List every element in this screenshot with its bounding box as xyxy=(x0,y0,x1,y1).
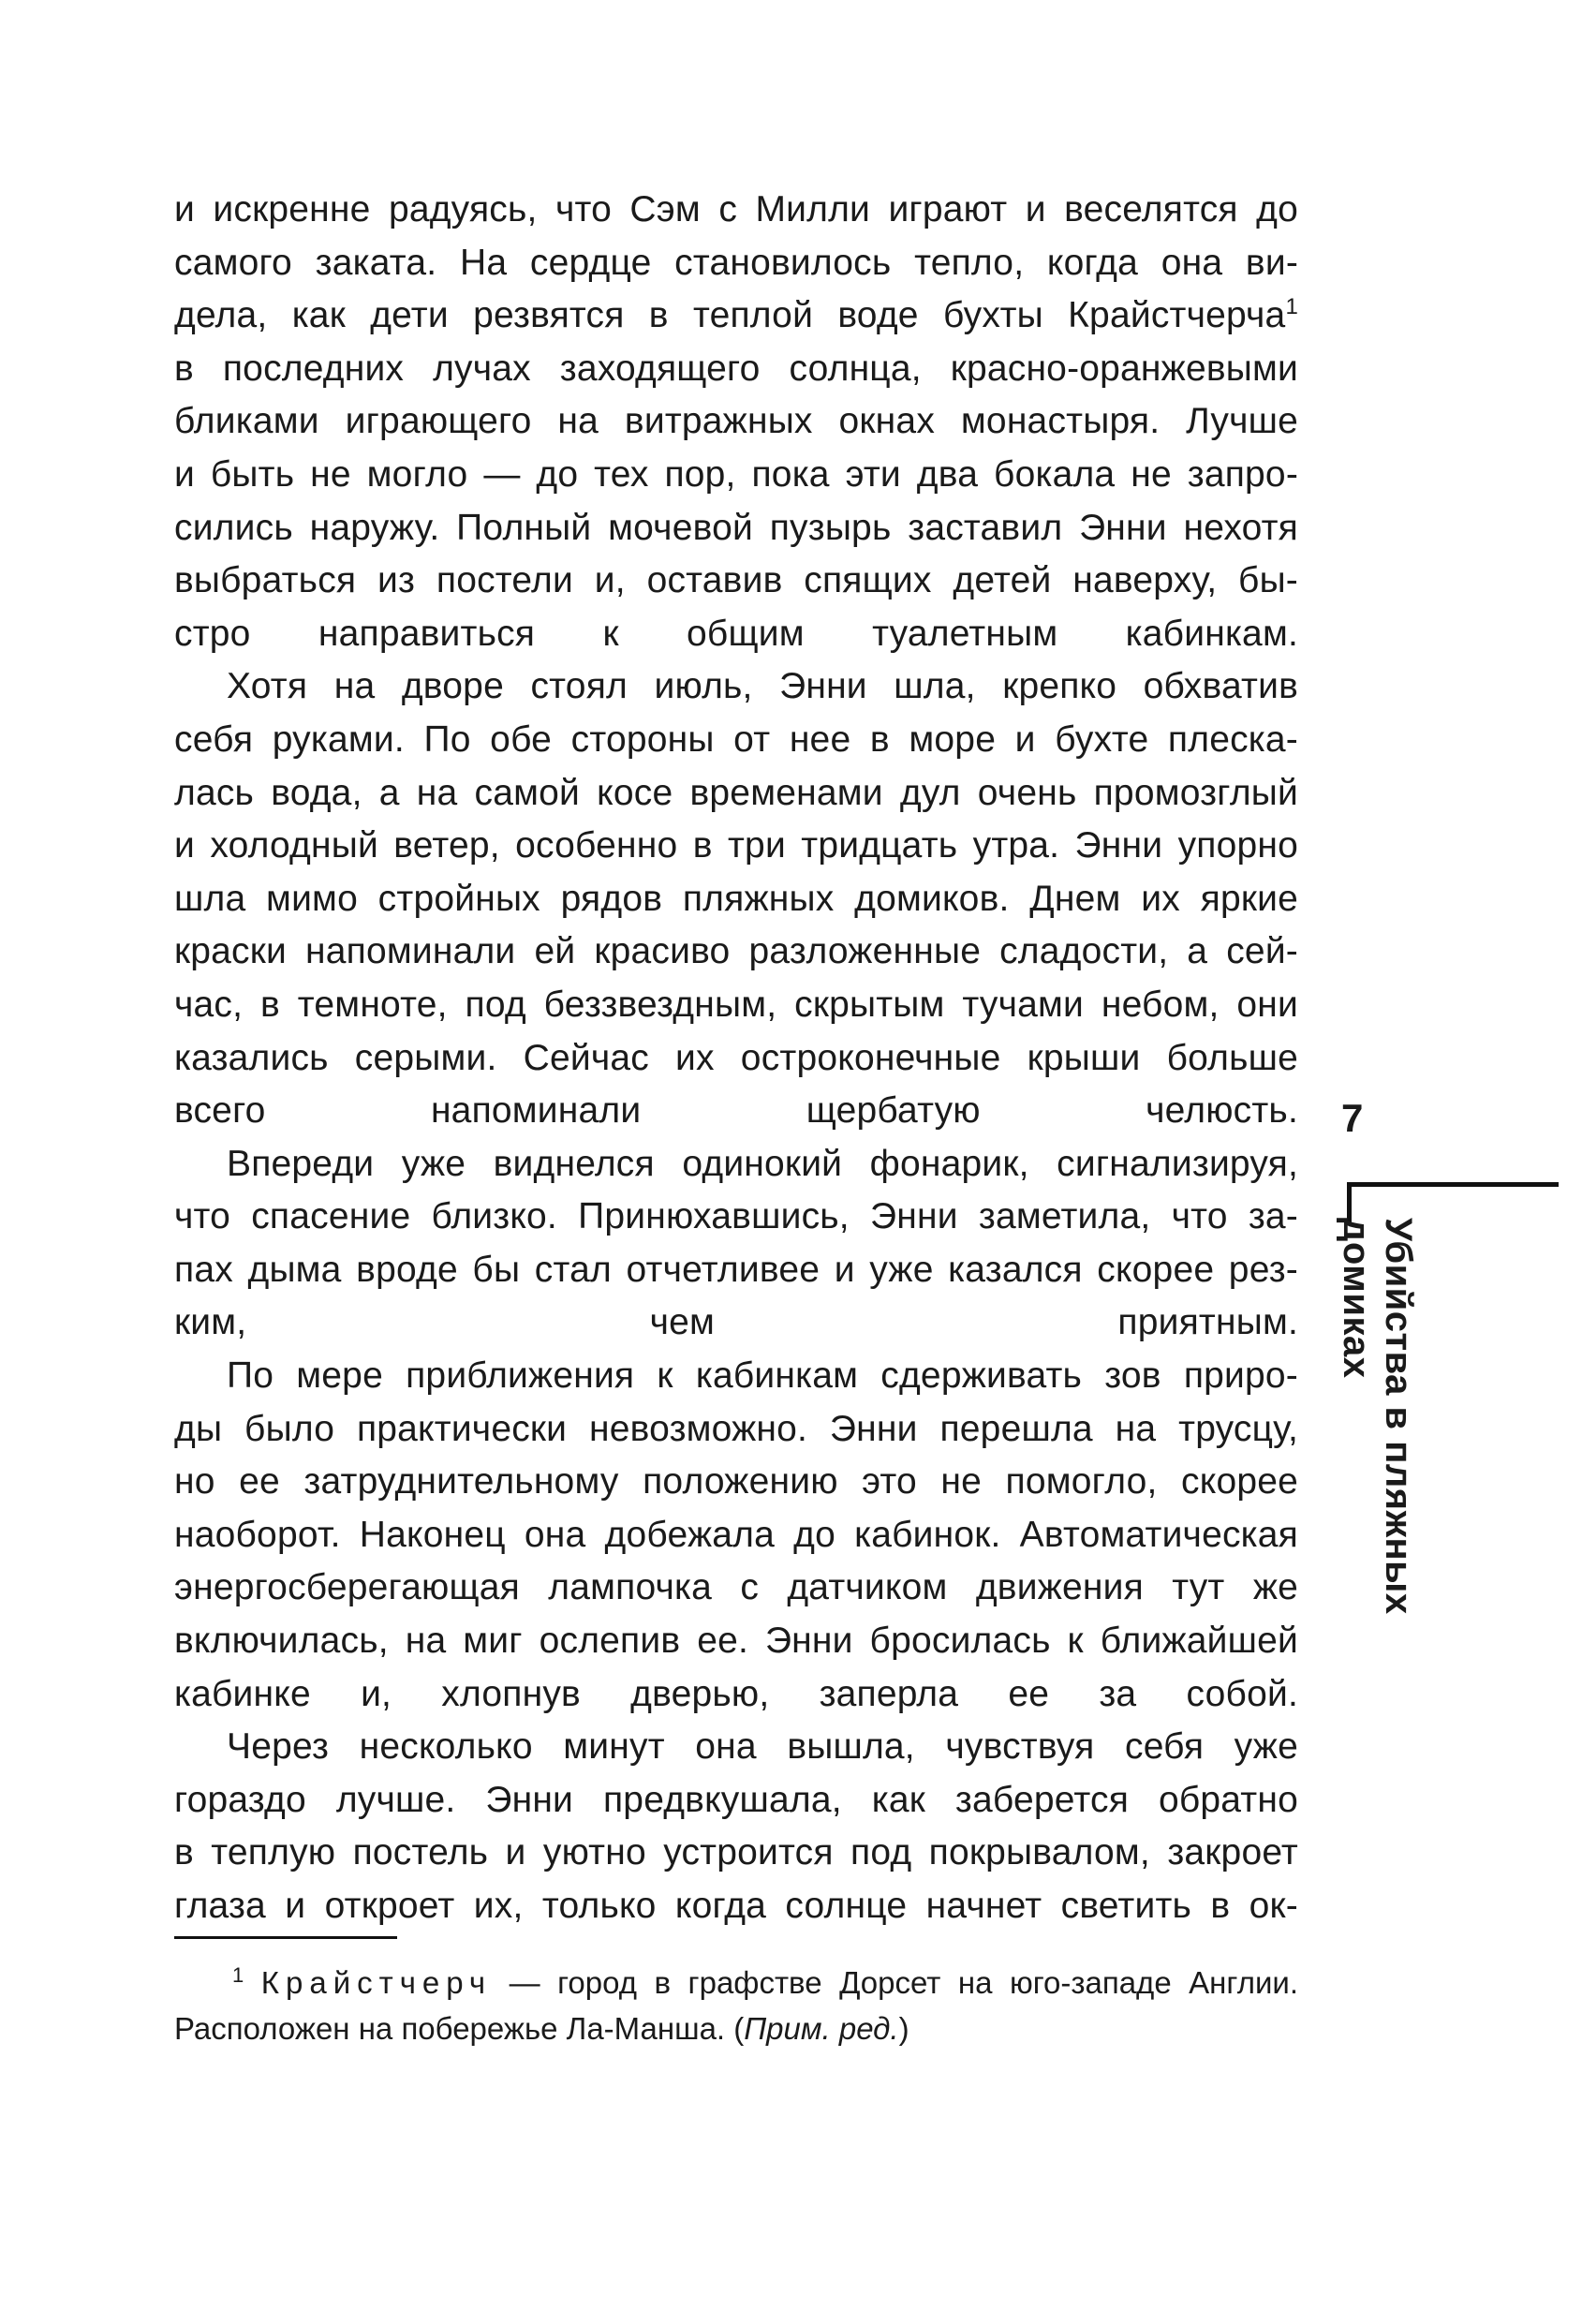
text-line: ким, чем приятным. xyxy=(174,1302,1298,1343)
text-line: что спасение близко. Принюхавшись, Энни заметила, что за- xyxy=(174,1196,1298,1237)
text-line: сились наружу. Полный мочевой пузырь заставил Энни нехотя xyxy=(174,507,1298,548)
footnote-term: Крайстчерч xyxy=(260,1965,493,2000)
text-line: наоборот. Наконец она добежала до кабинок. Автоматическая xyxy=(174,1514,1298,1555)
text-line: час, в темноте, под беззвездным, скрытым тучами небом, они xyxy=(174,984,1298,1025)
text-line: гораздо лучше. Энни предвкушала, как заберется обратно xyxy=(174,1779,1298,1820)
footnote-line-1 xyxy=(174,1960,1298,2006)
paragraph xyxy=(174,1350,1298,1721)
text-line: краски напоминали ей красиво разложенные сладости, а сей- xyxy=(174,931,1298,972)
text-line: шла мимо стройных рядов пляжных домиков. Днем их яркие xyxy=(174,878,1298,919)
text-line: лась вода, а на самой косе временами дул очень промозглый xyxy=(174,772,1298,813)
text-line: всего напоминали щербатую челюсть. xyxy=(174,1090,1298,1132)
text-line: и искренне радуясь, что Сэм с Милли играют и веселятся до xyxy=(174,189,1298,229)
footnote-reference[interactable]: 1 xyxy=(1285,294,1298,320)
paragraph xyxy=(174,1721,1298,1932)
text-line: но ее затруднительному положению это не помогло, скорее xyxy=(174,1461,1298,1502)
footnote xyxy=(174,1960,1298,2051)
text-line: Впереди уже виднелся одинокий фонарик, сигнализируя, xyxy=(227,1143,1298,1184)
text-line: ды было практически невозможно. Энни перешла на трусцу, xyxy=(174,1408,1298,1449)
footnote-separator xyxy=(174,1936,397,1939)
paragraph xyxy=(174,1138,1298,1350)
footnote-close-paren: ) xyxy=(898,2011,909,2046)
text-line: выбраться из постели и, оставив спящих детей наверху, бы- xyxy=(174,560,1298,601)
text-line: самого заката. На сердце становилось тепло, когда она ви- xyxy=(174,242,1298,283)
text-line: в теплую постель и уютно устроится под покрывалом, закроет xyxy=(174,1832,1298,1873)
text-line: Через несколько минут она вышла, чувствуя себя уже xyxy=(227,1726,1298,1768)
footnote-line-2-text: Расположен на побережье Ла-Манша. ( xyxy=(174,2011,745,2046)
running-title xyxy=(1336,1218,1419,1705)
footnote-line-2 xyxy=(174,2006,1298,2051)
text-line: пах дыма вроде бы стал отчетливее и уже казался скорее рез- xyxy=(174,1249,1298,1290)
paragraph xyxy=(174,660,1298,1137)
text-line: стро направиться к общим туалетным кабинкам. xyxy=(174,613,1298,654)
page-number: 7 xyxy=(1341,1096,1364,1140)
running-title-text: Убийства в пляжных домиках xyxy=(1336,1218,1419,1615)
footnote-editor-note: Прим. ред. xyxy=(744,2011,899,2046)
text-line: глаза и откроет их, только когда солнце начнет светить в ок- xyxy=(174,1886,1298,1926)
text-line: бликами играющего на витражных окнах монастыря. Лучше xyxy=(174,401,1298,442)
text-line: в последних лучах заходящего солнца, красно-оранжевыми xyxy=(174,348,1298,389)
text-line: кабинке и, хлопнув дверью, заперла ее за собой. xyxy=(174,1673,1298,1714)
text-line: себя руками. По обе стороны от нее в море и бухте плеска- xyxy=(174,718,1298,760)
text-line: По мере приближения к кабинкам сдерживать зов приро- xyxy=(227,1355,1298,1397)
text-line: казались серыми. Сейчас их остроконечные крыши больше xyxy=(174,1037,1298,1078)
footnote-text: — город в графстве Дорсет на юго-западе Англии. xyxy=(492,1965,1299,2000)
text-line: включилась, на миг ослепив ее. Энни бросилась к ближайшей xyxy=(174,1621,1298,1662)
paragraph xyxy=(174,184,1298,660)
text-line: Хотя на дворе стоял июль, Энни шла, крепко обхватив xyxy=(227,666,1298,707)
text-line: энергосберегающая лампочка с датчиком движения тут же xyxy=(174,1567,1298,1608)
text-line: дела, как дети резвятся в теплой воде бухты Крайстчерча$^1$ xyxy=(174,294,1298,336)
running-title-rule xyxy=(1347,1182,1559,1187)
footnote-marker: 1 xyxy=(232,1963,244,1987)
text-line: и быть не могло — до тех пор, пока эти два бокала не запро- xyxy=(174,453,1298,495)
text-line: и холодный ветер, особенно в три тридцать утра. Энни упорно xyxy=(174,825,1298,866)
body-text xyxy=(174,184,1298,1933)
